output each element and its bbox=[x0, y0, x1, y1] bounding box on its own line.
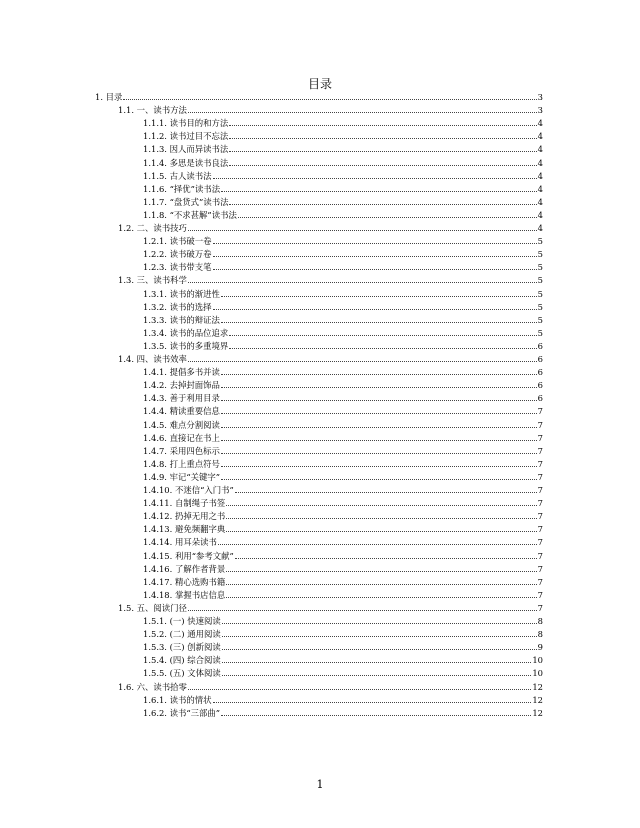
toc-leader-dots bbox=[213, 242, 537, 244]
toc-entry-label: 1.1. 一、读书方法 bbox=[118, 105, 187, 116]
toc-leader-dots bbox=[226, 504, 536, 506]
toc-leader-dots bbox=[213, 701, 532, 703]
toc-entry-label: 1.3.5. 读书的多重境界 bbox=[143, 340, 229, 351]
toc-entry-page: 4 bbox=[537, 209, 543, 220]
toc-entry-page: 6 bbox=[537, 354, 543, 364]
toc-entry[interactable] bbox=[0, 235, 640, 247]
toc-entry-page: 4 bbox=[537, 170, 543, 181]
toc-entry-label: 1.1.5. 古人读书法 bbox=[143, 170, 212, 181]
toc-leader-dots bbox=[188, 229, 537, 231]
toc-entry-page: 7 bbox=[537, 511, 543, 522]
toc-entry[interactable] bbox=[0, 104, 640, 116]
toc-leader-dots bbox=[188, 360, 537, 362]
toc-leader-dots bbox=[229, 334, 536, 336]
toc-entry[interactable] bbox=[0, 550, 640, 562]
toc-entry[interactable] bbox=[0, 314, 640, 326]
toc-leader-dots bbox=[221, 478, 537, 480]
toc-entry-page: 7 bbox=[537, 550, 543, 561]
toc-entry[interactable] bbox=[0, 288, 640, 300]
toc-leader-dots bbox=[221, 452, 537, 454]
toc-entry-page: 6 bbox=[537, 393, 543, 404]
toc-entry-label: 1.1.1. 读书目的和方法 bbox=[143, 118, 229, 129]
toc-entry-label: 1.4.14. 用耳朵读书 bbox=[143, 537, 217, 548]
toc-entry-page: 9 bbox=[537, 642, 543, 653]
toc-leader-dots bbox=[226, 583, 536, 585]
toc-entry[interactable] bbox=[0, 301, 640, 313]
toc-entry[interactable] bbox=[0, 170, 640, 182]
toc-entry-label: 1.4.9. 牢记“关键字” bbox=[143, 471, 221, 482]
toc-entry-page: 5 bbox=[537, 236, 543, 247]
toc-entry-label: 1.3.1. 读书的渐进性 bbox=[143, 288, 220, 299]
toc-entry-label: 1.4. 四、读书效率 bbox=[118, 354, 187, 364]
toc-entry[interactable] bbox=[0, 707, 640, 719]
toc-entry-page: 8 bbox=[537, 629, 543, 640]
toc-entry[interactable] bbox=[0, 563, 640, 575]
toc-entry-label: 1.4.7. 采用四色标示 bbox=[143, 445, 220, 456]
toc-leader-dots bbox=[221, 321, 537, 323]
toc-leader-dots bbox=[221, 439, 537, 441]
toc-leader-dots bbox=[213, 268, 537, 270]
toc-entry-label: 1.5. 五、阅读门径 bbox=[118, 602, 187, 613]
toc-entry-label: 1.3. 三、读书科学 bbox=[118, 275, 187, 286]
toc-leader-dots bbox=[235, 491, 537, 493]
toc-entry-page: 7 bbox=[537, 537, 543, 548]
toc-entry[interactable] bbox=[0, 589, 640, 601]
toc-entry[interactable] bbox=[0, 143, 640, 155]
toc-entry-label: 1.4.16. 了解作者背景 bbox=[143, 563, 226, 574]
toc-entry-page: 7 bbox=[537, 589, 543, 600]
toc-entry[interactable] bbox=[0, 392, 640, 404]
toc-entry-label: 1.6.2. 读书“三部曲” bbox=[143, 707, 221, 718]
toc-entry-page: 5 bbox=[537, 249, 543, 260]
toc-entry-label: 1.4.18. 掌握书店信息 bbox=[143, 589, 226, 600]
toc-entry-page: 7 bbox=[537, 445, 543, 456]
toc-entry-label: 1.5.3. (三) 创新阅读 bbox=[143, 642, 221, 653]
toc-entry-page: 7 bbox=[537, 419, 543, 430]
toc-entry-page: 12 bbox=[532, 681, 543, 692]
toc-entry[interactable] bbox=[0, 432, 640, 444]
toc-entry-page: 7 bbox=[537, 471, 543, 482]
toc-entry-page: 7 bbox=[537, 485, 543, 495]
toc-leader-dots bbox=[222, 661, 532, 663]
toc-entry-page: 6 bbox=[537, 340, 543, 351]
toc-entry-label: 1.5.4. (四) 综合阅读 bbox=[143, 655, 221, 666]
toc-entry[interactable] bbox=[0, 628, 640, 640]
toc-entry[interactable] bbox=[0, 405, 640, 417]
toc-entry[interactable] bbox=[0, 694, 640, 706]
toc-entry-label: 1.1.8. “不求甚解”读书法 bbox=[143, 209, 237, 220]
toc-leader-dots bbox=[238, 216, 537, 218]
toc-entry-label: 1.4.4. 精读重要信息 bbox=[143, 406, 220, 417]
toc-entry-label: 1.6. 六、读书拾零 bbox=[118, 681, 187, 692]
toc-entry-label: 1.1.6. “择优”读书法 bbox=[143, 183, 221, 194]
toc-entry[interactable] bbox=[0, 209, 640, 221]
toc-entry[interactable] bbox=[0, 130, 640, 142]
toc-entry-label: 1.2.1. 读书破一卷 bbox=[143, 236, 212, 247]
toc-entry-label: 1.4.10. 不迷信“入门书” bbox=[143, 485, 234, 495]
toc-entry-page: 3 bbox=[537, 105, 543, 116]
toc-entry-label: 1.4.15. 利用“参考文献” bbox=[143, 550, 234, 561]
toc-leader-dots bbox=[229, 150, 536, 152]
toc-entry[interactable] bbox=[0, 510, 640, 522]
toc-entry-label: 1.4.12. 扔掉无用之书 bbox=[143, 511, 226, 522]
toc-entry[interactable] bbox=[0, 183, 640, 195]
toc-entry-label: 1.2.2. 读书破万卷 bbox=[143, 249, 212, 260]
toc-entry[interactable] bbox=[0, 654, 640, 666]
toc-entry-page: 4 bbox=[537, 118, 543, 129]
toc-entry-label: 1.4.5. 难点分割阅读 bbox=[143, 419, 220, 430]
toc-entry-label: 1.4.11. 自制绳子书签 bbox=[143, 498, 226, 509]
toc-entry[interactable] bbox=[0, 615, 640, 627]
toc-leader-dots bbox=[221, 426, 537, 428]
toc-entry[interactable] bbox=[0, 536, 640, 548]
toc-leader-dots bbox=[226, 570, 536, 572]
toc-entry-page: 4 bbox=[537, 183, 543, 194]
toc-entry-label: 1.2. 二、读书技巧 bbox=[118, 223, 187, 233]
toc-entry[interactable] bbox=[0, 222, 640, 234]
toc-leader-dots bbox=[229, 347, 536, 349]
toc-entry[interactable] bbox=[0, 523, 640, 535]
toc-leader-dots bbox=[213, 308, 537, 310]
toc-entry-page: 7 bbox=[537, 576, 543, 587]
toc-leader-dots bbox=[188, 688, 531, 690]
toc-leader-dots bbox=[226, 596, 536, 598]
toc-entry-page: 5 bbox=[537, 314, 543, 325]
toc-entry-page: 10 bbox=[532, 668, 543, 679]
toc-leader-dots bbox=[221, 190, 537, 192]
toc-entry[interactable] bbox=[0, 366, 640, 378]
toc-entry[interactable] bbox=[0, 667, 640, 679]
toc-entry-page: 5 bbox=[537, 275, 543, 286]
toc-entry[interactable] bbox=[0, 484, 640, 496]
toc-entry[interactable] bbox=[0, 196, 640, 208]
toc-leader-dots bbox=[221, 714, 531, 716]
toc-entry-label: 1.1.4. 多思是读书良法 bbox=[143, 157, 229, 168]
toc-entry-label: 1.3.4. 读书的品位追求 bbox=[143, 327, 229, 338]
toc-leader-dots bbox=[222, 648, 537, 650]
toc-entry-label: 1.3.3. 读书的辩证法 bbox=[143, 314, 220, 325]
toc-entry[interactable] bbox=[0, 419, 640, 431]
toc-entry-page: 6 bbox=[537, 380, 543, 391]
toc-entry[interactable] bbox=[0, 353, 640, 365]
toc-leader-dots bbox=[221, 295, 537, 297]
toc-entry-label: 1.2.3. 读书带支笔 bbox=[143, 262, 212, 273]
toc-entry[interactable] bbox=[0, 576, 640, 588]
toc-entry-label: 1.4.3. 善于利用目录 bbox=[143, 393, 220, 404]
toc-entry[interactable] bbox=[0, 497, 640, 509]
toc-leader-dots bbox=[221, 465, 537, 467]
toc-leader-dots bbox=[221, 373, 537, 375]
toc-entry-label: 1.6.1. 读书的情状 bbox=[143, 694, 212, 705]
toc-entry[interactable] bbox=[0, 274, 640, 286]
toc-entry-label: 1.4.8. 打上重点符号 bbox=[143, 458, 220, 469]
toc-entry-label: 1.4.2. 去掉封面饰品 bbox=[143, 380, 220, 391]
toc-entry-page: 5 bbox=[537, 262, 543, 273]
toc-entry-page: 12 bbox=[532, 694, 543, 705]
toc-leader-dots bbox=[123, 98, 536, 100]
toc-leader-dots bbox=[226, 530, 536, 532]
toc-entry[interactable] bbox=[0, 261, 640, 273]
toc-entry-page: 10 bbox=[532, 655, 543, 666]
toc-entry-label: 1.5.2. (二) 通用阅读 bbox=[143, 629, 221, 640]
toc-entry-label: 1. 目录 bbox=[95, 92, 123, 102]
toc-leader-dots bbox=[222, 674, 532, 676]
toc-leader-dots bbox=[222, 635, 537, 637]
toc-entry-page: 4 bbox=[537, 196, 543, 207]
toc-entry-label: 1.3.2. 读书的选择 bbox=[143, 301, 212, 312]
toc-entry-page: 4 bbox=[537, 223, 543, 233]
toc-leader-dots bbox=[213, 177, 537, 179]
toc-entry-page: 12 bbox=[532, 707, 543, 718]
toc-entry-page: 7 bbox=[537, 602, 543, 613]
toc-entry[interactable] bbox=[0, 471, 640, 483]
toc-entry-page: 4 bbox=[537, 144, 543, 155]
toc-leader-dots bbox=[218, 543, 537, 545]
toc-entry-label: 1.4.1. 提倡多书并读 bbox=[143, 367, 220, 378]
toc-entry-page: 6 bbox=[537, 367, 543, 378]
toc-leader-dots bbox=[188, 111, 537, 113]
toc-entry[interactable] bbox=[0, 445, 640, 457]
toc-leader-dots bbox=[226, 517, 536, 519]
toc-leader-dots bbox=[188, 281, 537, 283]
toc-entry-page: 5 bbox=[537, 327, 543, 338]
toc-leader-dots bbox=[235, 557, 537, 559]
toc-leader-dots bbox=[221, 412, 537, 414]
toc-entry-page: 7 bbox=[537, 406, 543, 417]
toc-entry[interactable] bbox=[0, 602, 640, 614]
toc-entry-page: 7 bbox=[537, 458, 543, 469]
toc-entry[interactable] bbox=[0, 117, 640, 129]
toc-entry[interactable] bbox=[0, 327, 640, 339]
toc-entry[interactable] bbox=[0, 641, 640, 653]
toc-leader-dots bbox=[221, 386, 537, 388]
toc-entry-page: 7 bbox=[537, 524, 543, 535]
toc-entry-page: 3 bbox=[537, 92, 543, 102]
toc-entry-label: 1.1.2. 读书过目不忘法 bbox=[143, 131, 229, 142]
toc-entry-label: 1.5.1. (一) 快速阅读 bbox=[143, 616, 221, 626]
toc-entry-page: 8 bbox=[537, 616, 543, 626]
toc-leader-dots bbox=[188, 609, 537, 611]
toc-leader-dots bbox=[229, 124, 536, 126]
toc-entry-page: 7 bbox=[537, 563, 543, 574]
toc-entry-label: 1.1.7. “盘货式”读书法 bbox=[143, 196, 229, 207]
toc-leader-dots bbox=[221, 399, 537, 401]
toc-entry-page: 7 bbox=[537, 498, 543, 509]
toc-leader-dots bbox=[229, 203, 536, 205]
toc-entry-page: 7 bbox=[537, 432, 543, 443]
toc-entry-page: 5 bbox=[537, 288, 543, 299]
toc-entry-label: 1.4.17. 精心选购书籍 bbox=[143, 576, 226, 587]
toc-entry-label: 1.4.6. 直接记在书上 bbox=[143, 432, 220, 443]
toc-entry[interactable] bbox=[0, 379, 640, 391]
toc-entry[interactable] bbox=[0, 681, 640, 693]
toc-leader-dots bbox=[229, 137, 536, 139]
page-number: 1 bbox=[316, 778, 324, 791]
toc-title: 目录 bbox=[307, 77, 332, 91]
toc-entry-page: 5 bbox=[537, 301, 543, 312]
toc-entry-label: 1.1.3. 因人而异读书法 bbox=[143, 144, 229, 155]
toc-entry[interactable] bbox=[0, 157, 640, 169]
toc-leader-dots bbox=[222, 622, 537, 624]
toc-entry[interactable] bbox=[0, 91, 640, 103]
toc-leader-dots bbox=[229, 164, 536, 166]
toc-entry-label: 1.5.5. (五) 文体阅读 bbox=[143, 668, 221, 679]
toc-entry-page: 4 bbox=[537, 157, 543, 168]
toc-entry[interactable] bbox=[0, 340, 640, 352]
toc-entry-label: 1.4.13. 避免频翻字典 bbox=[143, 524, 226, 535]
toc-entry[interactable] bbox=[0, 458, 640, 470]
toc-entry-page: 4 bbox=[537, 131, 543, 142]
toc-leader-dots bbox=[213, 255, 537, 257]
toc-entry[interactable] bbox=[0, 248, 640, 260]
